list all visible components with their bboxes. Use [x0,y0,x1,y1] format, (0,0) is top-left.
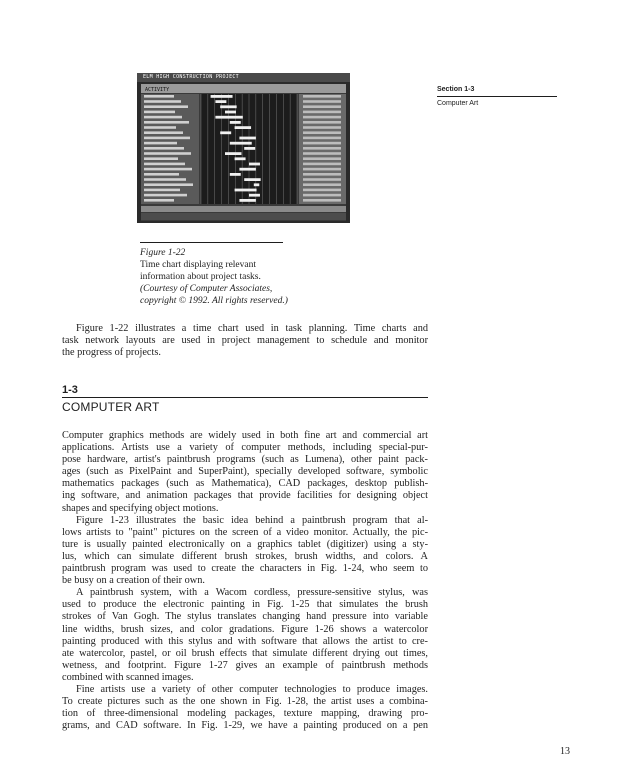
schedule-bar [211,95,233,98]
chart-column-header: ACTIVITY [145,87,170,93]
schedule-bar [230,121,241,124]
caption-credit-line: (Courtesy of Computer Associates, [140,284,273,294]
schedule-bar [239,168,255,171]
schedule-bar [254,183,259,186]
body-paragraph-3 [62,587,428,684]
info-row-value [303,100,341,103]
running-head-section: Section 1-3 [437,86,475,93]
text-line: A paintbrush system, with a Wacom cordless, pressure-sensitive stylus, was [76,587,428,599]
caption-rule [140,242,283,243]
chart-footer-strip [141,206,346,212]
text-line: used to produce the electronic painting in Fig. 1-25 that simulates the brush [62,599,428,611]
text-line: ture is usually painted electronically on a graphics tablet (digitizer) using a sty- [62,538,428,550]
info-row-value [303,163,341,166]
time-chart-screen [141,84,346,221]
activity-row-label [144,137,190,140]
schedule-bar [239,199,255,202]
section-title: COMPUTER ART [62,400,160,414]
schedule-bar [220,105,236,108]
activity-row-label [144,199,174,202]
info-row-value [303,178,341,181]
schedule-bar [230,142,252,145]
text-line: ages (such as PixelPaint and SuperPaint), specially developed software, symbolic [62,466,428,478]
figure-caption [140,247,300,307]
section-number: 1-3 [62,384,78,396]
info-row-value [303,157,341,160]
activity-row-label [144,131,183,134]
info-row-value [303,131,341,134]
activity-row-label [144,111,175,114]
running-head-topic: Computer Art [437,100,479,107]
activity-row-label [144,157,178,160]
text-line: lows artists to "paint" pictures on the screen of a video monitor. Actually, the pic- [62,526,428,538]
schedule-bar [225,111,236,114]
schedule-bar [225,152,241,155]
activity-row-label [144,126,176,129]
schedule-bar [235,157,246,160]
text-line: grams, and CAD software. In Fig. 1-29, we have a painting produced on a pen [62,720,428,732]
text-line: the progress of projects. [62,347,161,359]
figure-screen-body [141,84,346,221]
figure-screen-title: ELM HIGH CONSTRUCTION PROJECT [137,73,350,82]
info-row-value [303,189,341,192]
caption-line: Time chart displaying relevant [140,260,256,270]
info-row-value [303,194,341,197]
activity-row-label [144,178,186,181]
body-paragraph-2 [62,515,428,588]
activity-row-label [144,147,184,150]
info-row-value [303,95,341,98]
text-line: task network layouts are used in project management to schedule and monitor [62,335,428,347]
caption-credit-line: copyright © 1992. All rights reserved.) [140,296,288,306]
text-line: combined with scanned images. [62,671,194,683]
caption-line: information about project tasks. [140,272,261,282]
activity-row-label [144,163,185,166]
caption-label: Figure 1-22 [140,248,186,258]
text-line: strokes of Van Gogh. The stylus translates changing hand pressure into variable [62,611,428,623]
schedule-bar [249,163,260,166]
text-line: applications. Artists use a variety of computer methods, including special-pur- [62,442,428,454]
text-line: wetness, and footprint. Figure 1-27 gives an example of paintbrush methods [62,659,428,671]
body-paragraph-1 [62,430,428,515]
info-row-value [303,173,341,176]
schedule-bar [239,137,255,140]
schedule-bar [215,116,242,119]
activity-row-label [144,121,189,124]
schedule-bar [249,194,260,197]
activity-row-label [144,183,193,186]
activity-row-label [144,173,179,176]
text-line: Fine artists use a variety of other computer technologies to produce images. [76,684,428,696]
schedule-bar [244,147,255,150]
activity-row-label [144,189,180,192]
schedule-bar [235,189,257,192]
activity-row-label [144,105,188,108]
text-line: tion of three-dimensional modeling packages, texture mapping, drawing pro- [62,708,428,720]
activity-row-label [144,95,174,98]
text-line: Figure 1-22 illustrates a time chart used in task planning. Time charts and [76,323,428,334]
info-row-value [303,199,341,202]
schedule-bar [235,126,251,129]
running-head-rule [437,96,557,97]
text-line: painting produced with this stylus and with software that allows the artist to cre- [62,635,428,647]
info-row-value [303,142,341,145]
activity-row-label [144,100,181,103]
page-number: 13 [560,746,570,757]
schedule-bar [244,178,260,181]
text-line: be busy on a creation of their own. [62,575,205,587]
info-row-value [303,152,341,155]
intro-paragraph [62,323,428,359]
text-line: shapes and specifying object motions. [62,502,219,514]
body-paragraph-4 [62,684,428,732]
info-row-value [303,105,341,108]
activity-row-label [144,168,192,171]
chart-status-bar [141,213,346,220]
text-line: ate watercolor, pastel, or oil brush effects that simulate different drying out times, [62,647,428,659]
info-row-value [303,137,341,140]
schedule-bar [220,131,231,134]
chart-header-strip [141,84,346,93]
activity-row-label [144,142,177,145]
info-row-value [303,168,341,171]
text-line: paintbrush program was used to create the characters in Fig. 1-24, who seem to [62,563,428,575]
text-line: mathematics packages (such as Mathematica), CAD packages, desktop publish- [62,478,428,490]
text-line: To create pictures such as the one shown in Fig. 1-28, the artist uses a combina- [62,696,428,708]
schedule-bar [230,173,241,176]
running-head [437,85,557,108]
text-line: Computer graphics methods are widely used in both fine art and commercial art [62,430,428,441]
activity-row-label [144,152,191,155]
text-line: lus, which can simulate different brush strokes, brush widths, and colors. A [62,550,428,562]
text-line: line widths, brush sizes, and color gradations. Figure 1-26 shows a watercolor [62,623,428,635]
text-line: pose hardware, artist's paintbrush programs (such as Lumena), other paint pack- [62,454,428,466]
activity-row-label [144,116,182,119]
info-row-value [303,111,341,114]
info-row-value [303,116,341,119]
schedule-bar [215,100,226,103]
info-row-value [303,126,341,129]
text-line: Figure 1-23 illustrates the basic idea behind a paintbrush program that al- [76,514,428,526]
info-row-value [303,121,341,124]
info-row-value [303,147,341,150]
figure-1-22-image [137,73,350,223]
info-row-value [303,183,341,186]
activity-row-label [144,194,187,197]
text-line: ing software, and animation packages that provide facilities for designing object [62,490,428,502]
section-rule [62,397,428,398]
